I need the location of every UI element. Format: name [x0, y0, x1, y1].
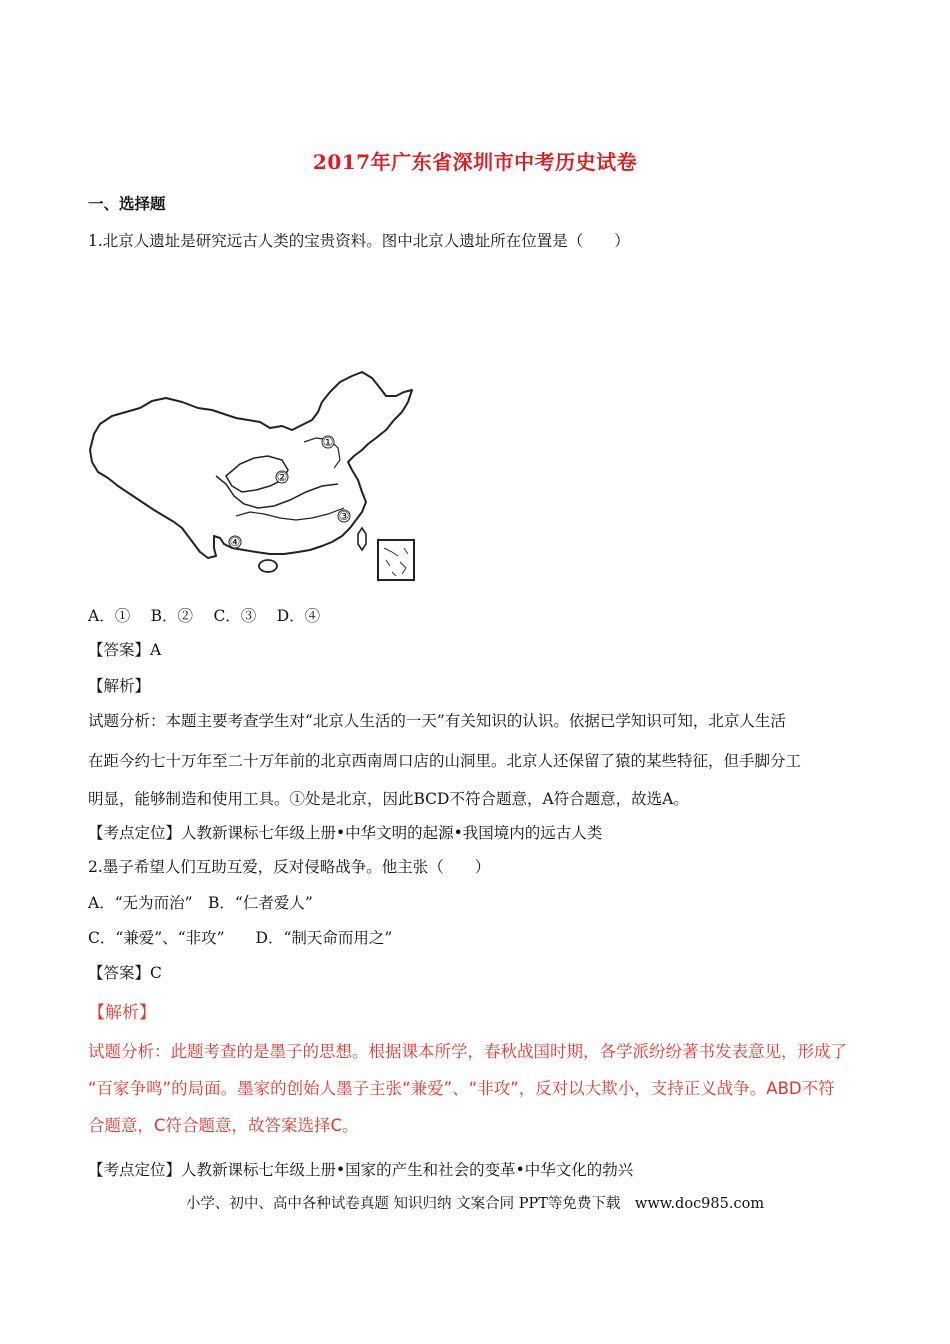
q2-options-line: A．“无为而治” B．“仁者爱人” — [88, 894, 313, 912]
q2-analysis-heading: 【解析】 — [88, 1003, 156, 1023]
taiwan-island — [358, 528, 366, 550]
q2-options-line: C．“兼爱”、“非攻” D．“制天命而用之” — [88, 929, 393, 947]
south-china-sea-inset — [378, 540, 414, 580]
china-map-figure — [86, 368, 426, 588]
page-footer: 小学、初中、高中各种试卷真题 知识归纳 文案合同 PPT等免费下载 www.doc985.com — [185, 1196, 765, 1212]
inner-river-line — [236, 508, 344, 520]
q2-kaodian: 【考点定位】人教新课标七年级上册•国家的产生和社会的变革•中华文化的勃兴 — [88, 1161, 634, 1179]
q2-analysis-line: 合题意，C符合题意，故答案选择C。 — [88, 1116, 359, 1135]
map-marker-2: ② — [276, 470, 288, 484]
q1-question: 1.北京人遗址是研究远古人类的宝贵资料。图中北京人遗址所在位置是（ ） — [88, 232, 630, 250]
section-heading: 一、选择题 — [88, 194, 166, 213]
q2-answer: 【答案】C — [88, 964, 162, 982]
q1-analysis-line: 试题分析：本题主要考查学生对“北京人生活的一天”有关知识的认识。依据已学知识可知，北京人生活 — [88, 712, 786, 730]
map-marker-4: ④ — [229, 535, 241, 549]
map-marker-1: ① — [322, 435, 334, 449]
page-title: 2017年广东省深圳市中考历史试卷 — [312, 150, 638, 174]
q2-analysis-line: “百家争鸣”的局面。墨家的创始人墨子主张“兼爱”、“非攻”，反对以大欺小，支持正义战争。ABD不符 — [88, 1079, 835, 1098]
hainan-island — [259, 560, 277, 572]
q1-analysis-line: 明显，能够制造和使用工具。①处是北京，因此BCD不符合题意，A符合题意，故选A。 — [88, 790, 689, 808]
q1-analysis-heading: 【解析】 — [88, 677, 151, 695]
q1-options: A．① B．② C．③ D．④ — [88, 607, 321, 625]
q1-answer: 【答案】A — [88, 641, 162, 659]
q2-question: 2.墨子希望人们互助互爱，反对侵略战争。他主张（ ） — [88, 858, 491, 876]
q1-kaodian: 【考点定位】人教新课标七年级上册•中华文明的起源•我国境内的远古人类 — [88, 824, 603, 842]
q1-analysis-line: 在距今约七十万年至二十万年前的北京西南周口店的山洞里。北京人还保留了猿的某些特征，但手脚分工 — [88, 752, 802, 770]
map-marker-3: ③ — [338, 509, 350, 523]
q2-analysis-line: 试题分析：此题考查的是墨子的思想。根据课本所学，春秋战国时期，各学派纷纷著书发表意见，形成了 — [88, 1042, 847, 1061]
